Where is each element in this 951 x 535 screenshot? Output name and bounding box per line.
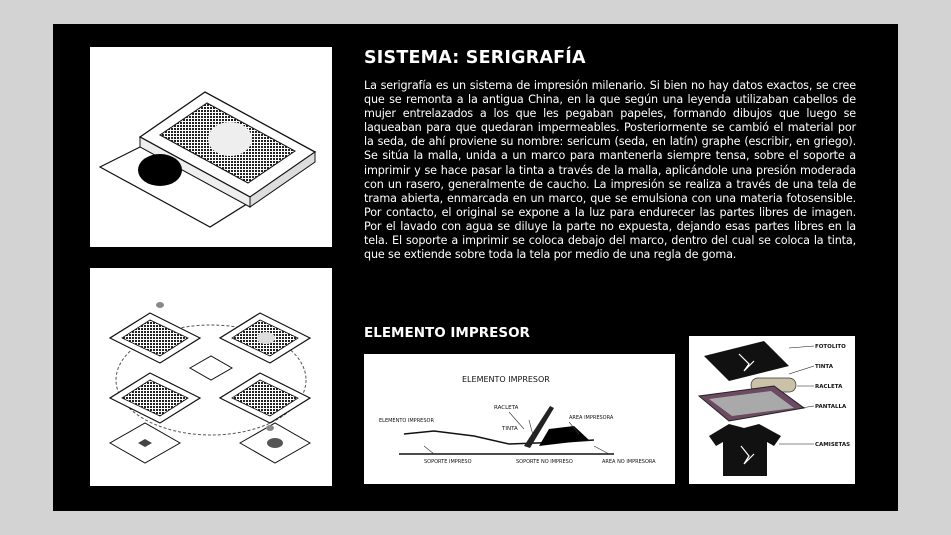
tshirt-printing-drawing	[689, 336, 855, 484]
label-area-no-impresora: AREA NO IMPRESORA	[602, 459, 656, 465]
label-tinta-process: TINTA	[815, 364, 833, 370]
elemento-impresor-diagram	[364, 354, 675, 484]
label-tinta: TINTA	[502, 426, 518, 432]
label-camisetas: CAMISETAS	[815, 442, 851, 448]
label-racleta-process: RACLETA	[815, 384, 843, 390]
process-cycle-illustration	[90, 268, 332, 486]
diagram-heading: ELEMENTO IMPRESOR	[462, 375, 550, 384]
page-title: SISTEMA: SERIGRAFÍA	[364, 48, 586, 68]
slide	[53, 24, 898, 511]
label-soporte-no-impreso: SOPORTE NO IMPRESO	[516, 459, 573, 465]
label-fotolito: FOTOLITO	[815, 344, 846, 350]
section-subtitle: ELEMENTO IMPRESOR	[364, 325, 530, 341]
process-cycle-drawing	[90, 268, 332, 486]
label-pantalla: PANTALLA	[815, 404, 847, 410]
label-soporte-impreso: SOPORTE IMPRESO	[424, 459, 472, 465]
label-area-impresora: AREA IMPRESORA	[569, 415, 614, 421]
body-paragraph: La serigrafía es un sistema de impresión milenario. Si bien no hay datos exactos, se cree que se remonta a la antigua China, en la que según una leyenda utilizaban cabellos de mujer entrelazados a los que les pegaban papeles, formando dibujos que luego se laqueaban para que quedaran impermeables. Posteriormente se cambió el material por la seda, de ahí proviene su nombre: sericum (seda, en latín) graphe (escribir, en griego). Se sitúa la malla, unida a un marco para mantenerla siempre tensa, sobre el soporte a imprimir y se hace pasar la tinta a través de la malla, aplicándole una presión moderada con un rasero, generalmente de caucho. La impresión se realiza a través de una tela de trama abierta, enmarcada en un marco, que se emulsiona con una materia fotosensible. Por contacto, el original se expone a la luz para endurecer las partes libres de imagen. Por el lavado con agua se diluye la parte no expuesta, dejando esas partes libres en la tela. El soporte a imprimir se coloca debajo del marco, dentro del cual se coloca la tinta, que se extiende sobre toda la tela por medio de una regla de goma.	[364, 79, 856, 262]
screen-frame-drawing	[90, 47, 332, 247]
tshirt-printing-diagram	[689, 336, 855, 484]
screen-frame-illustration	[90, 47, 332, 247]
label-elemento-impresor: ELEMENTO IMPRESOR	[379, 418, 434, 424]
elemento-impresor-drawing	[364, 354, 675, 484]
label-racleta: RACLETA	[494, 405, 519, 411]
